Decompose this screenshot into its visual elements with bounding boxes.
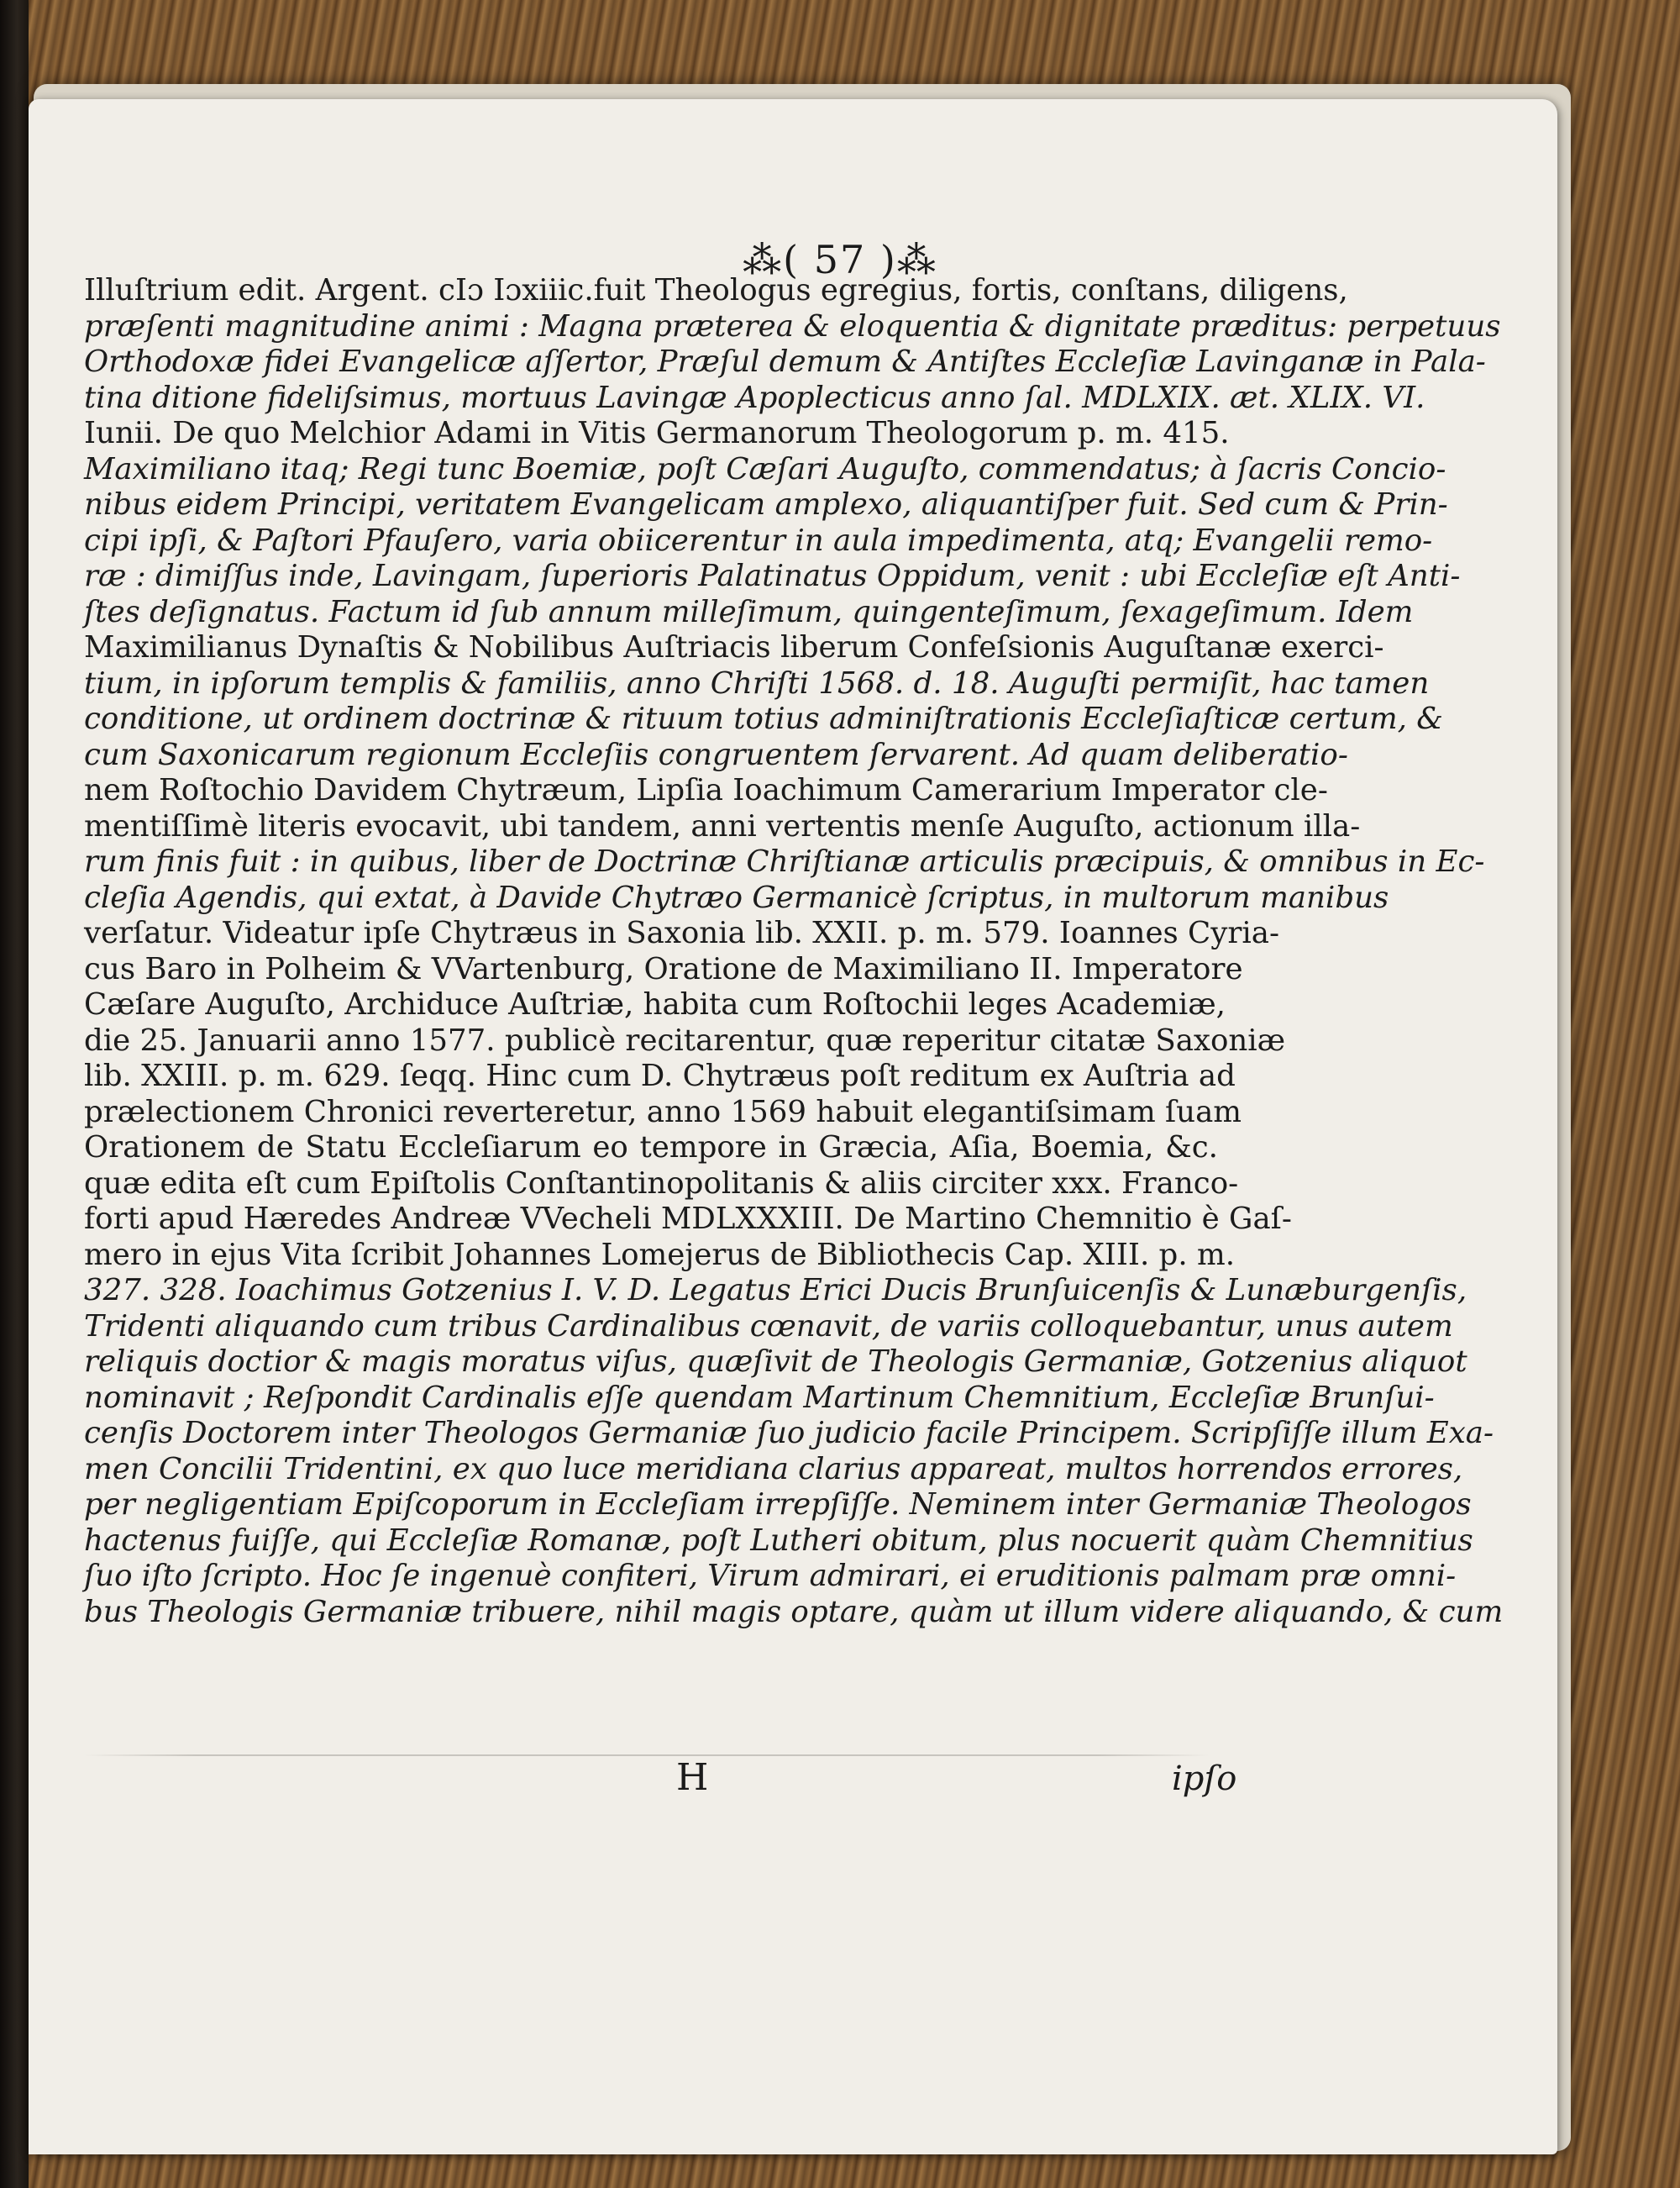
bottom-rule [84, 1754, 1210, 1756]
text-line: bus Theologis Germaniæ tribuere, nihil magis optare, quàm ut illum videre aliquando, & cum [84, 1594, 1504, 1629]
text-line: hactenus fuiſſe, qui Eccleſiæ Romanæ, poſt Lutheri obitum, plus nocuerit quàm Chemnitius [84, 1523, 1473, 1558]
text-line: 327. 328. Ioachimus Gotzenius I. V. D. Legatus Erici Ducis Brunſuicenſis & Lunæburgenſis, [84, 1273, 1467, 1307]
text-line: die 25. Januarii anno 1577. publicè recitarentur, quæ reperitur citatæ Saxoniæ [84, 1023, 1286, 1058]
text-line: mero in ejus Vita ſcribit Johannes Lomejerus de Bibliothecis Cap. XIII. p. m. [84, 1237, 1236, 1272]
text-line: per negligentiam Epiſcoporum in Eccleſiam irrepſiſſe. Neminem inter Germaniæ Theologos [84, 1487, 1472, 1522]
text-line: forti apud Hæredes Andreæ VVecheli MDLXXXIII. De Martino Chemnitio è Gaſ- [84, 1202, 1292, 1236]
text-line: quæ edita eſt cum Epiſtolis Conſtantinopolitanis & aliis circiter xxx. Franco- [84, 1165, 1239, 1201]
text-line: lib. XXIII. p. m. 629. ſeqq. Hinc cum D. Chytræus poſt reditum ex Auſtria ad [84, 1059, 1236, 1093]
text-line: verſatur. Videatur ipſe Chytræus in Saxonia lib. XXII. p. m. 579. Ioannes Cyria- [84, 916, 1280, 950]
page-header: ⁂( 57 )⁂ [743, 237, 937, 282]
text-line: cenſis Doctorem inter Theologos Germaniæ ſuo judicio facile Principem. Scripſiſſe illum Exa- [84, 1416, 1494, 1450]
text-line: cleſia Agendis, qui extat, à Davide Chytræo Germanicè ſcriptus, in multorum manibus [84, 880, 1389, 915]
text-line: nem Roſtochio Davidem Chytræum, Lipſia Ioachimum Camerarium Imperator cle- [84, 773, 1328, 807]
body-text [84, 273, 1504, 1630]
text-line: cipi ipſi, & Paſtori Pfauſero, varia obiicerentur in aula impedimenta, atq; Evangelii remo- [84, 523, 1433, 558]
text-line: rum finis fuit : in quibus, liber de Doctrinæ Chriſtianæ articulis præcipuis, & omnibus in Ec- [84, 844, 1485, 879]
text-line: Tridenti aliquando cum tribus Cardinalibus cœnavit, de variis colloquebantur, unus autem [84, 1308, 1453, 1344]
text-line: Cæſare Auguſto, Archiduce Auſtriæ, habita cum Roſtochii leges Academiæ, [84, 987, 1226, 1022]
left-page-edge [0, 0, 29, 2188]
text-line: men Concilii Tridentini, ex quo luce meridiana clarius appareat, multos horrendos errores, [84, 1451, 1463, 1486]
text-line: tina ditione fideliſsimus, mortuus Lavingæ Apoplecticus anno ſal. MDLXIX. æt. XLIX. VI. [84, 380, 1425, 415]
catchword: ipſo [1172, 1759, 1237, 1798]
text-line: mentiſſimè literis evocavit, ubi tandem, anni vertentis menſe Auguſto, actionum illa- [84, 808, 1361, 844]
text-line: nibus eidem Principi, veritatem Evangelicam amplexo, aliquantiſper fuit. Sed cum & Prin- [84, 487, 1448, 522]
text-line: prælectionem Chronici reverteretur, anno 1569 habuit elegantiſsimam ſuam [84, 1094, 1242, 1129]
text-line: ræ : dimiſſus inde, Lavingam, ſuperioris Palatinatus Oppidum, venit : ubi Eccleſiæ eſt Anti- [84, 559, 1461, 593]
text-line: Orationem de Statu Eccleſiarum eo tempore in Græcia, Aſia, Boemia, &c. [84, 1130, 1218, 1165]
text-line: Illuſtrium edit. Argent. cIɔ Iɔxiiic.fuit Theologus egregius, fortis, conſtans, diligens, [84, 273, 1348, 308]
text-line: reliquis doctior & magis moratus viſus, quæſivit de Theologis Germaniæ, Gotzenius aliquot [84, 1344, 1467, 1379]
text-line: Iunii. De quo Melchior Adami in Vitis Germanorum Theologorum p. m. 415. [84, 416, 1230, 450]
text-line: Orthodoxæ fidei Evangelicæ aſſertor, Præſul demum & Antiſtes Eccleſiæ Lavinganæ in Pala- [84, 345, 1486, 379]
text-line: cum Saxonicarum regionum Eccleſiis congruentem ſervarent. Ad quam deliberatio- [84, 737, 1348, 772]
text-line: cus Baro in Polheim & VVartenburg, Oratione de Maximiliano II. Imperatore [84, 951, 1243, 986]
text-line: tium, in ipſorum templis & familiis, anno Chriſti 1568. d. 18. Auguſti permiſit, hac tamen [84, 665, 1430, 701]
text-line: Maximiliano itaq; Regi tunc Boemiæ, poſt Cæſari Auguſto, commendatus; à ſacris Concio- [84, 451, 1446, 487]
signature-mark: H [676, 1756, 709, 1799]
text-line: præſenti magnitudine animi : Magna præterea & eloquentia & dignitate præditus: perpetuus [84, 308, 1501, 344]
text-line: conditione, ut ordinem doctrinæ & rituum totius adminiſtrationis Eccleſiaſticæ certum, & [84, 702, 1443, 736]
text-line: Maximilianus Dynaſtis & Nobilibus Auſtriacis liberum Confeſsionis Auguſtanæ exerci- [84, 630, 1384, 665]
text-line: ſuo iſto ſcripto. Hoc ſe ingenuè confiteri, Virum admirari, ei eruditionis palmam præ omni- [84, 1559, 1457, 1593]
text-line: ſtes deſignatus. Factum id ſub annum milleſimum, quingenteſimum, ſexageſimum. Idem [84, 594, 1414, 629]
text-line: nominavit ; Reſpondit Cardinalis eſſe quendam Martinum Chemnitium, Eccleſiæ Brunſui- [84, 1380, 1435, 1415]
